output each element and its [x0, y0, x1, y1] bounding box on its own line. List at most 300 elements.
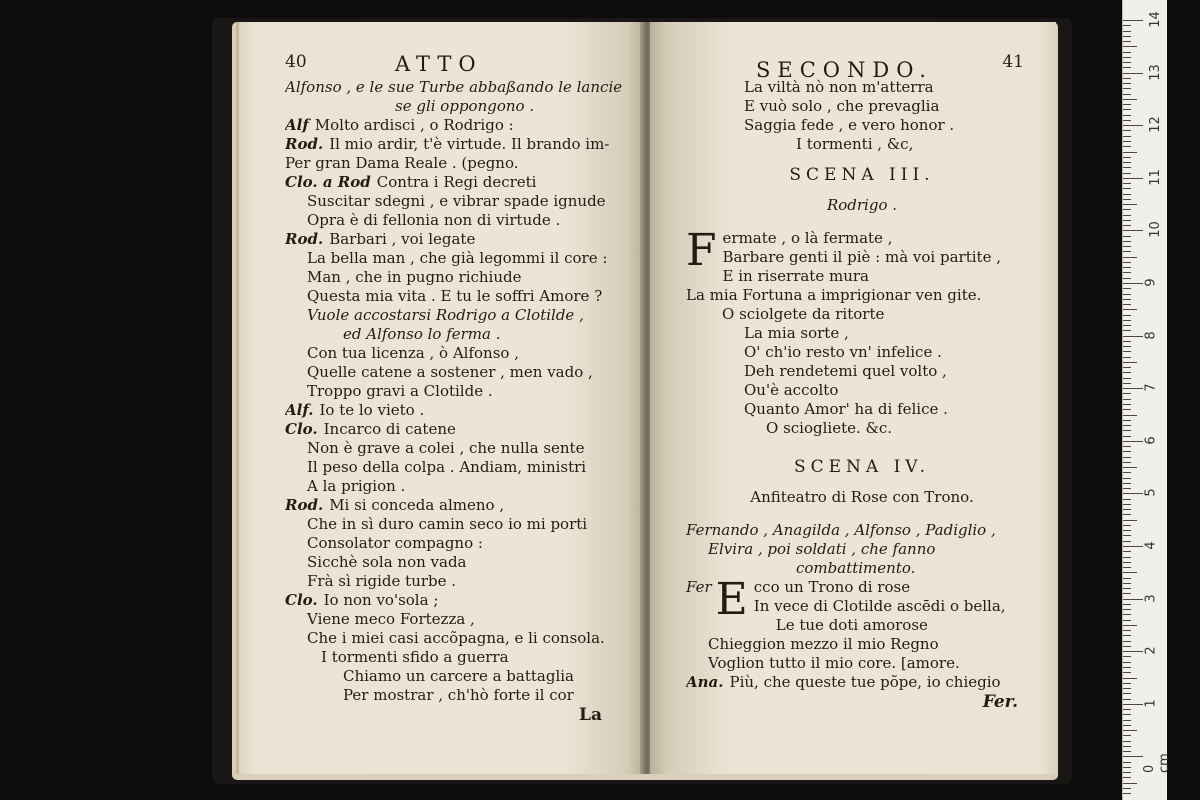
- line-text: Per mostrar , ch'hò forte il cor: [343, 686, 574, 704]
- ruler-tick: [1123, 278, 1131, 279]
- ruler-tick: [1123, 667, 1131, 668]
- ruler-tick: [1123, 251, 1131, 252]
- line-text: Molto ardisci , o Rodrigo :: [314, 116, 514, 134]
- ruler-tick: [1123, 136, 1131, 137]
- text-line: [686, 381, 1038, 400]
- ruler-tick: [1123, 746, 1131, 747]
- line-text: Il peso della colpa . Andiam, ministri: [307, 458, 587, 476]
- ruler-tick: [1123, 246, 1131, 247]
- ruler-label: 12: [1147, 116, 1163, 133]
- ruler-tick: [1123, 162, 1131, 163]
- ruler-tick: [1123, 41, 1131, 42]
- ruler-tick: [1123, 678, 1137, 679]
- ruler-tick: [1123, 241, 1131, 242]
- text-line: [285, 287, 622, 306]
- speaker-label: Ana.: [686, 673, 724, 691]
- line-text: Troppo gravi a Clotilde .: [307, 382, 493, 400]
- ruler-tick: [1123, 399, 1131, 400]
- ruler-tick: [1123, 194, 1131, 195]
- line-text: Che i miei casi accõpagna, e li consola.: [307, 629, 605, 647]
- ruler-tick: [1123, 704, 1143, 705]
- text-line: [285, 629, 622, 648]
- ruler-tick: [1123, 567, 1131, 568]
- text-line: [686, 305, 1038, 324]
- text-line: [754, 578, 1038, 597]
- line-text: La viltà nò non m'atterra: [744, 78, 934, 96]
- text-line: [285, 97, 622, 116]
- ruler-tick: [1123, 493, 1143, 494]
- line-text: Che in sì duro camin seco io mi porti: [307, 515, 588, 533]
- speaker-label: Clo.: [285, 420, 318, 438]
- line-text: Chieggion mezzo il mio Regno: [708, 635, 939, 653]
- ruler-tick: [1123, 78, 1131, 79]
- line-text: Questa mia vita . E tu le soffri Amore ?: [307, 287, 603, 305]
- left-header: [285, 52, 622, 78]
- ruler-tick: [1123, 583, 1131, 584]
- ruler-tick: [1123, 683, 1131, 684]
- ruler-tick: [1123, 225, 1131, 226]
- ruler-tick: [1123, 120, 1131, 121]
- ruler-tick: [1123, 367, 1131, 368]
- ruler-tick: [1123, 262, 1131, 263]
- text-line: [285, 591, 622, 610]
- ruler-tick: [1123, 530, 1131, 531]
- line-text: Con tua licenza , ò Alfonso ,: [307, 344, 519, 362]
- text-line: [686, 116, 1038, 135]
- scene-4-cast: [686, 521, 1038, 578]
- line-text: Barbare genti il piè : mà voi partite ,: [722, 248, 1001, 266]
- speaker-label: Clo. a Rod: [285, 173, 371, 191]
- ruler-label: 8: [1143, 330, 1159, 340]
- scene-4-setting: Anfiteatro di Rose con Trono.: [750, 488, 974, 506]
- scene-4-text: [686, 578, 1038, 692]
- line-text: Non è grave a colei , che nulla sente: [307, 439, 585, 457]
- text-line: [686, 419, 1038, 438]
- ruler-tick: [1123, 614, 1131, 615]
- ruler-tick: [1123, 336, 1143, 337]
- ruler-tick: [1123, 378, 1131, 379]
- ruler-tick: [1123, 557, 1131, 558]
- ruler-tick: [1123, 457, 1131, 458]
- ruler-tick: [1123, 609, 1131, 610]
- line-text: Vuole accostarsi Rodrigo a Clotilde ,: [307, 306, 584, 324]
- ruler-tick: [1123, 204, 1137, 205]
- ruler-tick: [1123, 94, 1131, 95]
- speaker-label: Rod.: [285, 135, 324, 153]
- text-line: [723, 248, 1038, 267]
- ruler-tick: [1123, 483, 1131, 484]
- ruler-label: 2: [1143, 646, 1159, 655]
- ruler-tick: [1123, 635, 1131, 636]
- line-text: Sicchè sola non vada: [307, 553, 467, 571]
- ruler-tick: [1123, 362, 1137, 363]
- ruler-tick: [1123, 699, 1131, 700]
- ruler-tick: [1123, 299, 1131, 300]
- ruler-tick: [1123, 393, 1131, 394]
- speaker-label: Alf.: [285, 401, 314, 419]
- text-line: [285, 686, 622, 705]
- ruler-tick: [1123, 783, 1137, 784]
- scene-3-drop-cap: F: [686, 229, 717, 276]
- ruler-tick: [1123, 294, 1131, 295]
- ruler-tick: [1123, 593, 1131, 594]
- text-line: [686, 400, 1038, 419]
- ruler-label: 1: [1143, 699, 1159, 708]
- ruler-tick: [1123, 478, 1131, 479]
- ruler-tick: [1123, 309, 1137, 310]
- ruler-tick: [1123, 272, 1131, 273]
- ruler-tick: [1123, 388, 1143, 389]
- ruler-tick: [1123, 199, 1131, 200]
- ruler-tick: [1123, 209, 1131, 210]
- spacer: [686, 507, 1038, 521]
- ruler-tick: [1123, 109, 1131, 110]
- ruler-tick: [1123, 46, 1137, 47]
- line-text: Barbari , voi legate: [329, 230, 476, 248]
- ruler-tick: [1123, 152, 1137, 153]
- ruler-tick: [1123, 572, 1137, 573]
- speaker-label: Rod.: [285, 496, 324, 514]
- text-line: [285, 268, 622, 287]
- ruler-tick: [1123, 599, 1143, 600]
- ruler-tick: [1123, 767, 1131, 768]
- text-line: [285, 325, 622, 344]
- ruler-tick: [1123, 73, 1143, 74]
- line-text: La mia sorte ,: [744, 324, 849, 342]
- ruler-tick: [1123, 146, 1131, 147]
- text-line: [686, 324, 1038, 343]
- ruler-tick: [1123, 383, 1131, 384]
- ruler-tick: [1123, 578, 1131, 579]
- text-line: [285, 135, 622, 154]
- text-line: [285, 534, 622, 553]
- ruler-tick: [1123, 325, 1131, 326]
- scene-4-heading: SCENA IV.: [793, 457, 931, 477]
- ruler-tick: [1123, 267, 1131, 268]
- line-text: ed Alfonso lo ferma .: [343, 325, 501, 343]
- ruler-tick: [1123, 173, 1131, 174]
- text-line: [285, 610, 622, 629]
- ruler-tick: [1123, 415, 1137, 416]
- ruler-tick: [1123, 451, 1131, 452]
- ruler-tick: [1123, 709, 1131, 710]
- ruler-tick: [1123, 499, 1131, 500]
- text-line: [686, 654, 1038, 673]
- text-line: [723, 267, 1038, 286]
- ruler-tick: [1123, 36, 1131, 37]
- text-line: [285, 211, 622, 230]
- line-text: cco un Trono di rose: [753, 578, 911, 596]
- ruler-tick: [1123, 25, 1131, 26]
- ruler-tick: [1123, 430, 1131, 431]
- line-text: Io non vo'sola ;: [323, 591, 439, 609]
- ruler-label: 6: [1143, 436, 1159, 445]
- ruler-tick: [1123, 446, 1131, 447]
- ruler-tick: [1123, 720, 1131, 721]
- scene-3-text: [686, 229, 1038, 438]
- line-text: O sciolgete da ritorte: [722, 305, 885, 323]
- ruler-tick: [1123, 215, 1131, 216]
- scene-4-speaker: Fer: [686, 578, 712, 596]
- scene-3-lines: [686, 229, 1038, 438]
- text-line: [686, 343, 1038, 362]
- right-page-number: 41: [1002, 52, 1024, 72]
- ruler-tick: [1123, 315, 1131, 316]
- ruler-tick: [1123, 730, 1137, 731]
- line-text: Il mio ardir, t'è virtude. Il brando im-: [329, 135, 610, 153]
- ruler-tick: [1123, 772, 1131, 773]
- ruler-tick: [1123, 351, 1131, 352]
- line-text: Opra è di fellonia non di virtude .: [307, 211, 561, 229]
- line-text: La bella man , che già legommi il core :: [307, 249, 608, 267]
- ruler-tick: [1123, 546, 1143, 547]
- ruler-tick: [1123, 183, 1131, 184]
- ruler-tick: [1123, 714, 1131, 715]
- ruler-tick: [1123, 288, 1131, 289]
- text-line: [686, 286, 1038, 305]
- scene-3-character: Rodrigo .: [826, 196, 898, 214]
- ruler-tick: [1123, 57, 1131, 58]
- ruler-label: 4: [1143, 541, 1159, 550]
- left-page-number: 40: [285, 52, 307, 72]
- text-line: [754, 597, 1038, 616]
- cast-line: Fernando , Anagilda , Alfonso , Padiglio ,: [686, 521, 996, 539]
- ruler-tick: [1123, 372, 1131, 373]
- ruler-tick: [1123, 562, 1131, 563]
- line-text: ermate , o là fermate ,: [722, 229, 893, 247]
- ruler-tick: [1123, 104, 1131, 105]
- line-text: Mi si conceda almeno ,: [329, 496, 505, 514]
- ruler-tick: [1123, 283, 1143, 284]
- speaker-label: Alf: [285, 116, 309, 134]
- text-line: [285, 154, 622, 173]
- right-header: [686, 52, 1038, 82]
- line-text: La mia Fortuna a imprigionar ven gite.: [686, 286, 982, 304]
- ruler-tick: [1123, 520, 1137, 521]
- line-text: Man , che in pugno richiude: [307, 268, 522, 286]
- ruler-tick: [1123, 436, 1131, 437]
- ruler-tick: [1123, 20, 1143, 21]
- text-line: [285, 553, 622, 572]
- ruler-tick: [1123, 425, 1131, 426]
- line-text: Io te lo vieto .: [319, 401, 425, 419]
- line-text: Chiamo un carcere a battaglia: [343, 667, 574, 685]
- ruler-tick: [1123, 341, 1131, 342]
- ruler-tick: [1123, 662, 1131, 663]
- text-line: [285, 515, 622, 534]
- right-page: [650, 22, 1056, 774]
- text-line: [285, 78, 622, 97]
- ruler-tick: [1123, 725, 1131, 726]
- ruler-tick: [1123, 525, 1131, 526]
- ruler-tick: [1123, 320, 1131, 321]
- ruler-label: 5: [1143, 488, 1159, 498]
- ruler-tick: [1123, 125, 1143, 126]
- line-text: E in riserrate mura: [722, 267, 869, 285]
- ruler-tick: [1123, 83, 1131, 84]
- text-line: [285, 458, 622, 477]
- ruler-tick: [1123, 751, 1131, 752]
- text-line: [285, 306, 622, 325]
- text-line: [285, 572, 622, 591]
- text-line: [285, 420, 622, 439]
- line-text: In vece di Clotilde ascēdi o bella,: [753, 597, 1006, 615]
- line-text: Ou'è accolto: [744, 381, 839, 399]
- text-line: [285, 439, 622, 458]
- ruler-tick: [1123, 541, 1131, 542]
- ruler-tick: [1123, 420, 1131, 421]
- ruler-tick: [1123, 762, 1131, 763]
- ruler-tick: [1123, 656, 1131, 657]
- ruler-tick: [1123, 404, 1131, 405]
- ruler-tick: [1123, 688, 1131, 689]
- ruler-tick: [1123, 467, 1137, 468]
- ruler-tick: [1123, 157, 1131, 158]
- line-text: A la prigion .: [307, 477, 406, 495]
- ruler-label: 3: [1143, 593, 1159, 603]
- measuring-ruler: [1122, 0, 1172, 800]
- ruler-tick: [1123, 777, 1131, 778]
- spacer: [686, 215, 1038, 229]
- ruler-tick: [1123, 472, 1131, 473]
- ruler-tick: [1123, 514, 1131, 515]
- ruler-tick: [1123, 509, 1131, 510]
- ruler-tick: [1123, 188, 1131, 189]
- ruler-tick: [1123, 504, 1131, 505]
- line-text: Alfonso , e le sue Turbe abbaßando le lancie: [285, 78, 622, 96]
- text-line: [285, 363, 622, 382]
- ruler-tick: [1123, 693, 1131, 694]
- ruler-tick: [1123, 304, 1131, 305]
- text-line: [285, 230, 622, 249]
- ruler-label: 0 cm: [1142, 753, 1172, 774]
- text-line: [285, 192, 622, 211]
- right-top-verses: [686, 78, 1038, 154]
- ruler-label: 9: [1143, 278, 1159, 287]
- line-text: Voglion tutto il mio core. [amore.: [708, 654, 960, 672]
- ruler-tick: [1123, 462, 1131, 463]
- ruler-tick: [1123, 178, 1143, 179]
- ruler-tick: [1123, 67, 1131, 68]
- ruler-tick: [1123, 441, 1143, 442]
- line-text: Viene meco Fortezza ,: [307, 610, 475, 628]
- ruler-tick: [1123, 167, 1131, 168]
- text-line: [285, 667, 622, 686]
- ruler-label: 10: [1147, 221, 1163, 239]
- right-catchword: Fer.: [982, 692, 1018, 712]
- ruler-tick: [1123, 488, 1131, 489]
- ruler-tick: [1123, 330, 1131, 331]
- text-line: [285, 249, 622, 268]
- ruler-label: 13: [1147, 63, 1163, 81]
- text-line: [686, 673, 1038, 692]
- speaker-label: Rod.: [285, 230, 324, 248]
- ruler-tick: [1123, 220, 1131, 221]
- ruler-tick: [1123, 651, 1143, 652]
- scene-4-drop-cap: E: [715, 578, 748, 625]
- ruler-tick: [1123, 788, 1131, 789]
- ruler-tick: [1123, 604, 1131, 605]
- ruler-tick: [1123, 646, 1131, 647]
- ruler-tick: [1123, 130, 1131, 131]
- left-page: [236, 22, 644, 774]
- line-text: I tormenti , &c,: [796, 135, 914, 153]
- scene-3-heading: SCENA III.: [789, 165, 935, 185]
- line-text: E vuò solo , che prevaglia: [744, 97, 940, 115]
- line-text: O sciogliete. &c.: [766, 419, 893, 437]
- cast-line: Elvira , poi soldati , che fanno: [708, 540, 936, 558]
- ruler-tick: [1123, 52, 1131, 53]
- ruler-tick: [1123, 88, 1131, 89]
- text-line: [285, 496, 622, 515]
- ruler-tick: [1123, 535, 1131, 536]
- ruler-tick: [1123, 62, 1131, 63]
- text-line: [285, 401, 622, 420]
- line-text: se gli oppongono .: [395, 97, 535, 115]
- ruler-tick: [1123, 346, 1131, 347]
- text-line: [285, 173, 622, 192]
- line-text: I tormenti sfido a guerra: [321, 648, 509, 666]
- text-line: [686, 135, 1038, 154]
- ruler-tick: [1123, 230, 1143, 231]
- line-text: Frà sì rigide turbe .: [307, 572, 457, 590]
- text-line: [754, 616, 1038, 635]
- ruler-tick: [1123, 793, 1131, 794]
- line-text: Quanto Amor' ha di felice .: [744, 400, 948, 418]
- line-text: Contra i Regi decreti: [376, 173, 537, 191]
- ruler-tick: [1123, 115, 1131, 116]
- speaker-label: Clo.: [285, 591, 318, 609]
- ruler-tick: [1123, 620, 1131, 621]
- line-text: Suscitar sdegni , e vibrar spade ignude: [307, 192, 606, 210]
- line-text: O' ch'io resto vn' infelice .: [744, 343, 942, 361]
- line-text: Quelle catene a sostener , men vado ,: [307, 363, 593, 381]
- text-line: [686, 362, 1038, 381]
- ruler-tick: [1123, 357, 1131, 358]
- line-text: Consolator compagno :: [307, 534, 483, 552]
- ruler-tick: [1123, 741, 1131, 742]
- text-line: [686, 635, 1038, 654]
- left-catchword: La: [579, 705, 602, 725]
- ruler-tick: [1123, 236, 1131, 237]
- cast-line: combattimento.: [796, 559, 916, 577]
- ruler-tick: [1123, 141, 1131, 142]
- line-text: Incarco di catene: [323, 420, 456, 438]
- left-text-block: [285, 78, 622, 705]
- ruler-label: 14: [1147, 11, 1163, 28]
- line-text: Più, che queste tue põpe, io chiegio: [729, 673, 1001, 691]
- ruler-tick: [1123, 625, 1137, 626]
- ruler-tick: [1123, 735, 1131, 736]
- ruler-tick: [1123, 641, 1131, 642]
- text-line: [285, 477, 622, 496]
- line-text: Per gran Dama Reale . (pegno.: [285, 154, 519, 172]
- text-line: [285, 116, 622, 135]
- ruler-tick: [1123, 99, 1137, 100]
- line-text: Le tue doti amorose: [775, 616, 928, 634]
- text-line: [723, 229, 1038, 248]
- ruler-label: 11: [1147, 169, 1163, 186]
- line-text: Saggia fede , e vero honor .: [744, 116, 955, 134]
- ruler-tick: [1123, 630, 1131, 631]
- text-line: [285, 648, 622, 667]
- ruler-tick: [1123, 257, 1137, 258]
- line-text: Deh rendetemi quel volto ,: [744, 362, 947, 380]
- ruler-tick: [1123, 409, 1131, 410]
- text-line: [686, 97, 1038, 116]
- ruler-tick: [1123, 31, 1131, 32]
- ruler-tick: [1123, 756, 1143, 757]
